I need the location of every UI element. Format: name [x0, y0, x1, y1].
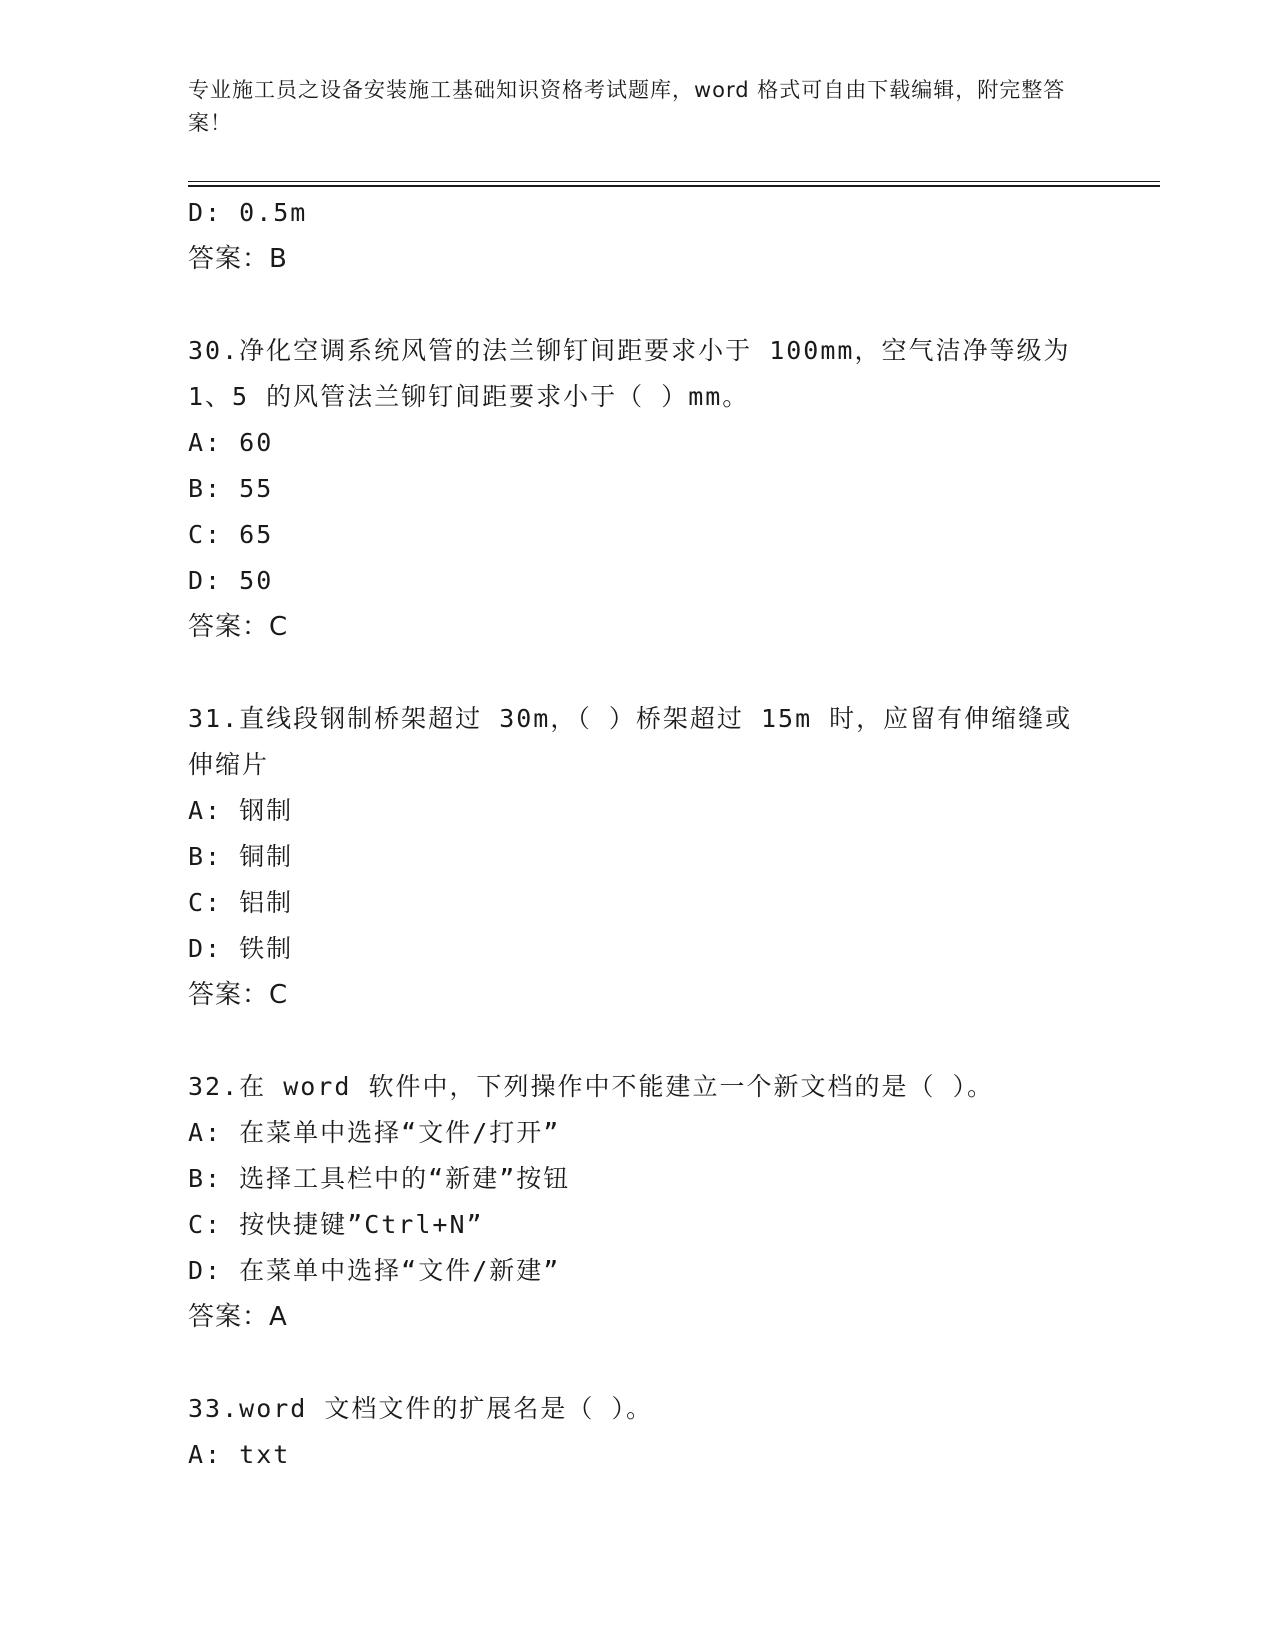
spacer [188, 1340, 1088, 1386]
header-divider [188, 181, 1160, 182]
option-b: B: 铜制 [188, 842, 294, 871]
spacer [188, 282, 1088, 328]
question-32 [188, 1064, 1088, 1340]
option-c: C: 按快捷键”Ctrl+N” [188, 1210, 484, 1239]
option-a: A: txt [188, 1440, 291, 1469]
answer: 答案：A [188, 1302, 288, 1332]
answer: 答案：C [188, 612, 289, 642]
question-30 [188, 328, 1088, 650]
question-31 [188, 696, 1088, 1018]
question-stem: 33.word 文档文件的扩展名是（ ）。 [188, 1394, 653, 1423]
question-stem: 31.直线段钢制桥架超过 30m，（ ）桥架超过 15m 时，应留有伸缩缝或伸缩片 [188, 704, 1073, 779]
spacer [188, 650, 1088, 696]
option-a: A: 60 [188, 428, 274, 457]
document-body [188, 190, 1088, 1478]
question-33 [188, 1386, 1088, 1478]
option-c: C: 铝制 [188, 888, 294, 917]
page-header [188, 74, 1088, 140]
header-text: 专业施工员之设备安装施工基础知识资格考试题库，word 格式可自由下载编辑，附完整答案！ [188, 78, 1066, 135]
option-b: B: 选择工具栏中的“新建”按钮 [188, 1164, 571, 1193]
option-b: B: 55 [188, 474, 274, 503]
option-d: D: 铁制 [188, 934, 294, 963]
option-a: A: 钢制 [188, 796, 294, 825]
question-stem: 32.在 word 软件中，下列操作中不能建立一个新文档的是（ ）。 [188, 1072, 995, 1101]
option-a: A: 在菜单中选择“文件/打开” [188, 1118, 561, 1147]
header-divider-thick [188, 185, 1160, 187]
answer: 答案：B [188, 244, 288, 274]
answer: 答案：C [188, 980, 289, 1010]
option-d: D: 50 [188, 566, 274, 595]
spacer [188, 1018, 1088, 1064]
option-d: D: 在菜单中选择“文件/新建” [188, 1256, 561, 1285]
option-d: D: 0.5m [188, 198, 308, 227]
option-c: C: 65 [188, 520, 274, 549]
question-stem: 30.净化空调系统风管的法兰铆钉间距要求小于 100mm，空气洁净等级为 1、5 的风管法兰铆钉间距要求小于（ ）mm。 [188, 336, 1071, 411]
